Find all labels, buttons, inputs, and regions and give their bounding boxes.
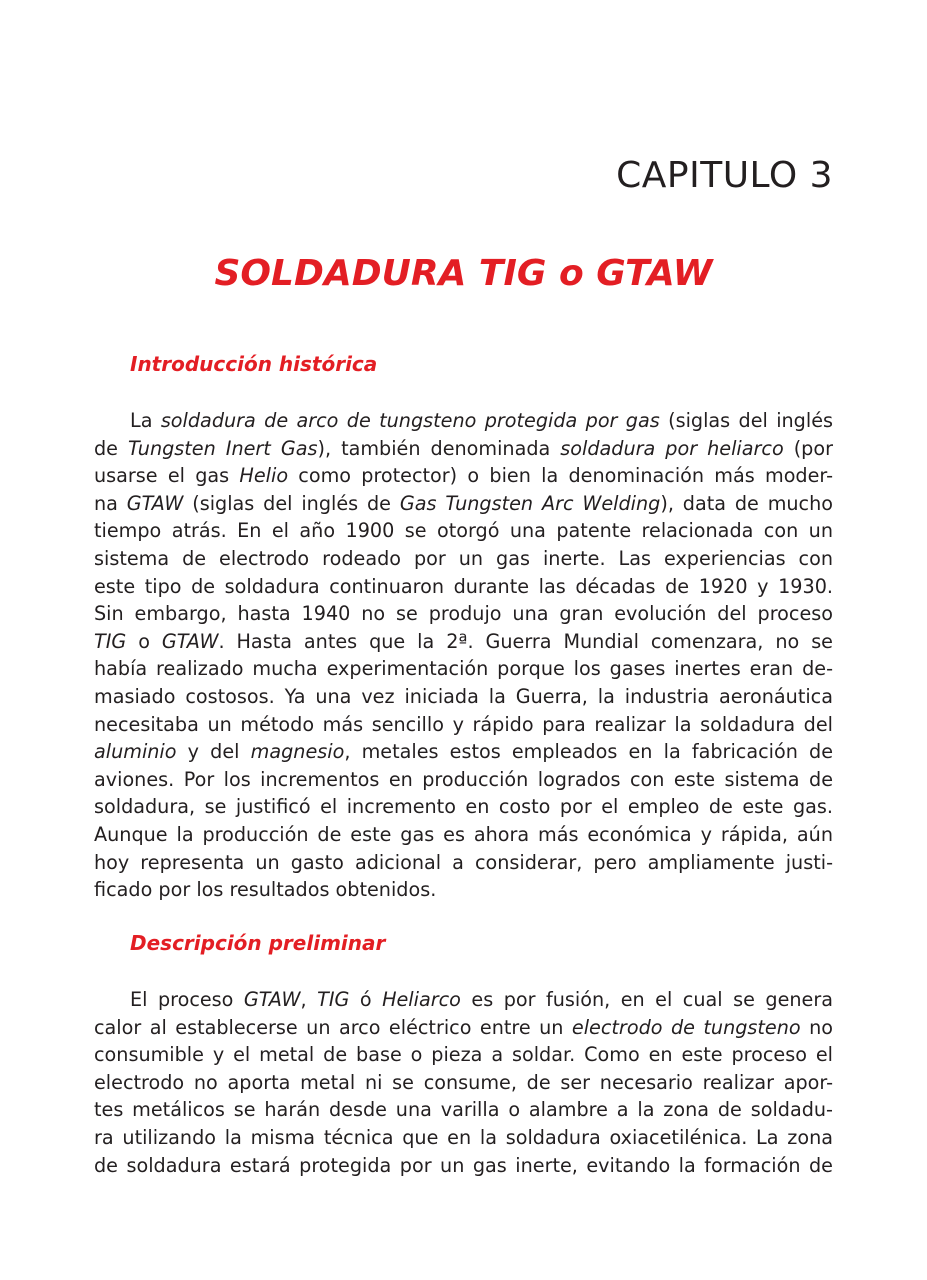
- text-line: [94, 1041, 833, 1069]
- text-line: [94, 986, 833, 1014]
- chapter-title: SOLDADURA TIG o GTAW: [214, 253, 713, 294]
- italic-term: Tungsten Inert Gas: [128, 436, 318, 460]
- text-line: [94, 435, 833, 463]
- text-run: ó: [349, 988, 383, 1011]
- text-line: [94, 1014, 833, 1042]
- text-line: [94, 711, 833, 739]
- text-run: ficado por los resultados obtenidos.: [94, 878, 437, 902]
- text-run: tes metálicos se harán desde una varilla o alambre a la zona de soldadu-: [94, 1098, 833, 1122]
- text-run: na: [94, 491, 127, 515]
- text-run: (siglas del inglés: [659, 409, 833, 432]
- text-line: [94, 545, 833, 573]
- text-run: sistema de electrodo rodeado por un gas inerte. Las experiencias con: [94, 546, 833, 570]
- text-line: [94, 490, 833, 518]
- text-run: o: [126, 629, 162, 653]
- section-heading-intro: Introducción histórica: [130, 352, 378, 376]
- italic-term: Helio: [239, 464, 289, 488]
- text-line: [94, 793, 833, 821]
- text-line: [94, 1152, 833, 1180]
- text-run: necesitaba un método más sencillo y rápido para realizar la soldadura del: [94, 712, 833, 736]
- text-line: [94, 407, 833, 435]
- text-run: ra utilizando la misma técnica que en la soldadura oxiacetilénica. La zona: [94, 1125, 833, 1149]
- text-line: [94, 849, 833, 877]
- text-run: tiempo atrás. En el año 1900 se otorgó una patente relacionada con un: [94, 519, 833, 543]
- italic-term: Heliarco: [382, 988, 461, 1011]
- text-line: [94, 628, 833, 656]
- text-run: , metales estos empleados en la fabricación de: [344, 740, 833, 764]
- text-run: no: [800, 1015, 834, 1039]
- text-run: electrodo no aporta metal ni se consume, de ser necesario realizar apor-: [94, 1070, 833, 1094]
- text-run: usarse el gas: [94, 464, 240, 488]
- text-line: [94, 738, 833, 766]
- text-run: (por: [783, 436, 833, 460]
- text-run: aviones. Por los incrementos en producción logrados con este sistema de: [94, 767, 833, 791]
- text-line: [94, 517, 833, 545]
- text-run: ,: [300, 988, 318, 1011]
- text-line: [94, 876, 833, 904]
- text-run: soldadura, se justificó el incremento en costo por el empleo de este gas.: [94, 795, 833, 819]
- text-line: [94, 655, 833, 683]
- text-run: ), data de mucho: [660, 491, 833, 515]
- text-run: La: [130, 409, 161, 432]
- italic-term: GTAW: [161, 629, 219, 653]
- text-run: este tipo de soldadura continuaron durante las décadas de 1920 y 1930.: [94, 574, 833, 598]
- text-run: hoy representa un gasto adicional a considerar, pero ampliamente justi-: [94, 850, 833, 874]
- text-run: Aunque la producción de este gas es ahora más económica y rápida, aún: [94, 822, 833, 846]
- italic-term: soldadura de arco de tungsteno protegida por gas: [160, 409, 660, 432]
- italic-term: aluminio: [94, 740, 177, 764]
- italic-term: TIG: [94, 629, 127, 653]
- italic-term: Gas Tungsten Arc Welding: [399, 491, 661, 515]
- italic-term: GTAW: [243, 988, 301, 1011]
- italic-term: GTAW: [126, 491, 184, 515]
- text-run: ), también denominada: [317, 436, 561, 460]
- text-line: [94, 1096, 833, 1124]
- text-run: es por fusión, en el cual se genera: [460, 988, 833, 1011]
- text-line: [94, 462, 833, 490]
- text-run: como protector) o bien la denominación más moder-: [288, 464, 833, 488]
- text-run: había realizado mucha experimentación porque los gases inertes eran de-: [94, 657, 833, 681]
- italic-term: magnesio: [250, 740, 345, 764]
- section-heading-description: Descripción preliminar: [130, 931, 386, 955]
- text-run: de: [94, 436, 128, 460]
- text-run: (siglas del inglés de: [183, 491, 400, 515]
- text-run: de soldadura estará protegida por un gas inerte, evitando la formación de: [94, 1153, 833, 1177]
- text-line: [94, 600, 833, 628]
- italic-term: soldadura por heliarco: [560, 436, 784, 460]
- chapter-number: CAPITULO 3: [616, 155, 833, 196]
- text-run: consumible y el metal de base o pieza a soldar. Como en este proceso el: [94, 1043, 833, 1067]
- text-line: [94, 1069, 833, 1097]
- text-run: . Hasta antes que la 2ª. Guerra Mundial comenzara, no se: [218, 629, 833, 653]
- text-run: y del: [176, 740, 251, 764]
- text-line: [94, 683, 833, 711]
- text-run: masiado costosos. Ya una vez iniciada la Guerra, la industria aeronáutica: [94, 684, 833, 708]
- italic-term: electrodo de tungsteno: [571, 1015, 801, 1039]
- text-line: [94, 766, 833, 794]
- text-run: calor al establecerse un arco eléctrico entre un: [94, 1015, 572, 1039]
- italic-term: TIG: [317, 988, 350, 1011]
- text-line: [94, 1124, 833, 1152]
- paragraph-intro: [94, 407, 833, 904]
- text-run: Sin embargo, hasta 1940 no se produjo una gran evolución del proceso: [94, 602, 833, 626]
- text-line: [94, 821, 833, 849]
- text-line: [94, 573, 833, 601]
- text-run: El proceso: [130, 988, 244, 1011]
- paragraph-description: [94, 986, 833, 1179]
